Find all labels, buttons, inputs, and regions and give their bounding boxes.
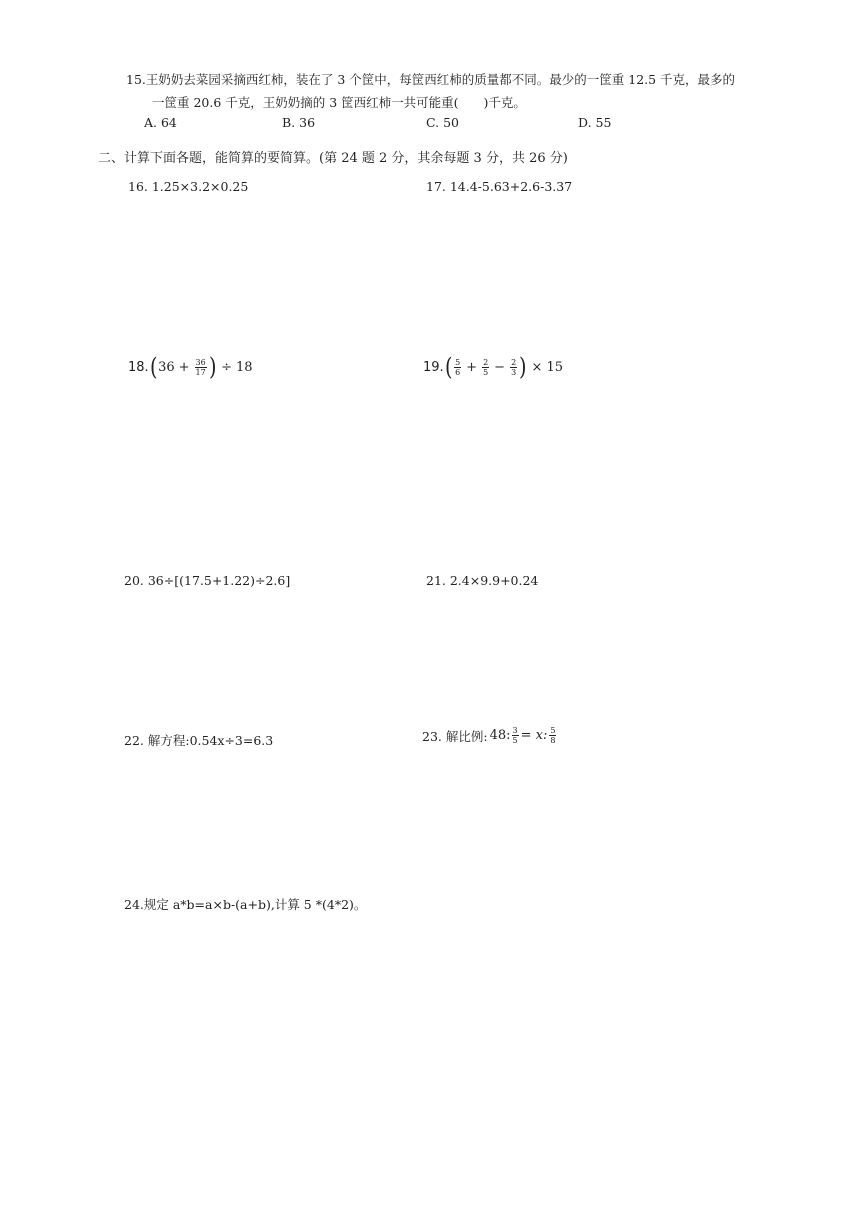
right-paren: ) — [519, 353, 527, 381]
divide-sign: ÷ — [221, 359, 232, 375]
q15-line1: 15.王奶奶去菜园采摘西红柿，装在了 3 个筐中，每筐西红柿的质量都不同。最少的一筐重 12.5 千克，最多的 — [126, 72, 736, 87]
plus-sign: + — [466, 359, 478, 375]
fraction-36-17: $\frac{36}{17}$ — [195, 357, 206, 377]
problem-23 — [422, 726, 557, 745]
fraction-2-5: $\frac{2}{5}$ — [483, 357, 489, 377]
problem-23-label: 23. 解比例: — [422, 728, 488, 744]
plus-sign: + — [178, 359, 190, 375]
section-2-heading: 二、计算下面各题，能简算的要简算。(第 24 题 2 分，其余每题 3 分，共 26 分) — [98, 151, 568, 166]
problem-18-a: 36 — [158, 359, 175, 375]
q15-option-c: C. 50 — [426, 115, 459, 130]
fraction-3-5: $\frac{3}{5}$ — [512, 726, 518, 745]
q15-line2: 一筐重 20.6 千克，王奶奶摘的 3 筐西红柿一共可能重( )千克。 — [152, 95, 526, 110]
problem-18-number: 18. — [128, 359, 149, 375]
times-sign: × — [531, 359, 543, 375]
q15-option-d: D. 55 — [578, 115, 612, 130]
problem-21: 21. 2.4×9.9+0.24 — [426, 573, 539, 588]
fraction-2-3: $\frac{2}{3}$ — [511, 357, 517, 377]
fraction-5-6: $\frac{5}{6}$ — [455, 357, 461, 377]
minus-sign: − — [494, 359, 506, 375]
problem-18 — [128, 353, 253, 381]
left-paren: ( — [444, 353, 453, 381]
problem-23-a: 48: — [489, 728, 511, 743]
left-paren: ( — [149, 353, 158, 381]
problem-19-number: 19. — [423, 359, 444, 375]
problem-19-b: 15 — [546, 359, 563, 375]
problem-19 — [423, 353, 563, 381]
fraction-5-8: $\frac{5}{8}$ — [550, 726, 556, 745]
problem-24: 24.规定 a*b=a×b-(a+b),计算 5 *(4*2)。 — [124, 897, 367, 912]
q15-option-b: B. 36 — [282, 115, 316, 130]
problem-17: 17. 14.4-5.63+2.6-3.37 — [426, 179, 573, 194]
problem-16: 16. 1.25×3.2×0.25 — [128, 179, 249, 194]
right-paren: ) — [208, 353, 217, 381]
problem-22: 22. 解方程:0.54x÷3=6.3 — [124, 733, 274, 748]
problem-18-b: 18 — [235, 359, 253, 375]
q15-option-a: A. 64 — [144, 115, 177, 130]
problem-20: 20. 36÷[(17.5+1.22)÷2.6] — [124, 573, 291, 588]
problem-23-eq: = x: — [520, 728, 548, 743]
